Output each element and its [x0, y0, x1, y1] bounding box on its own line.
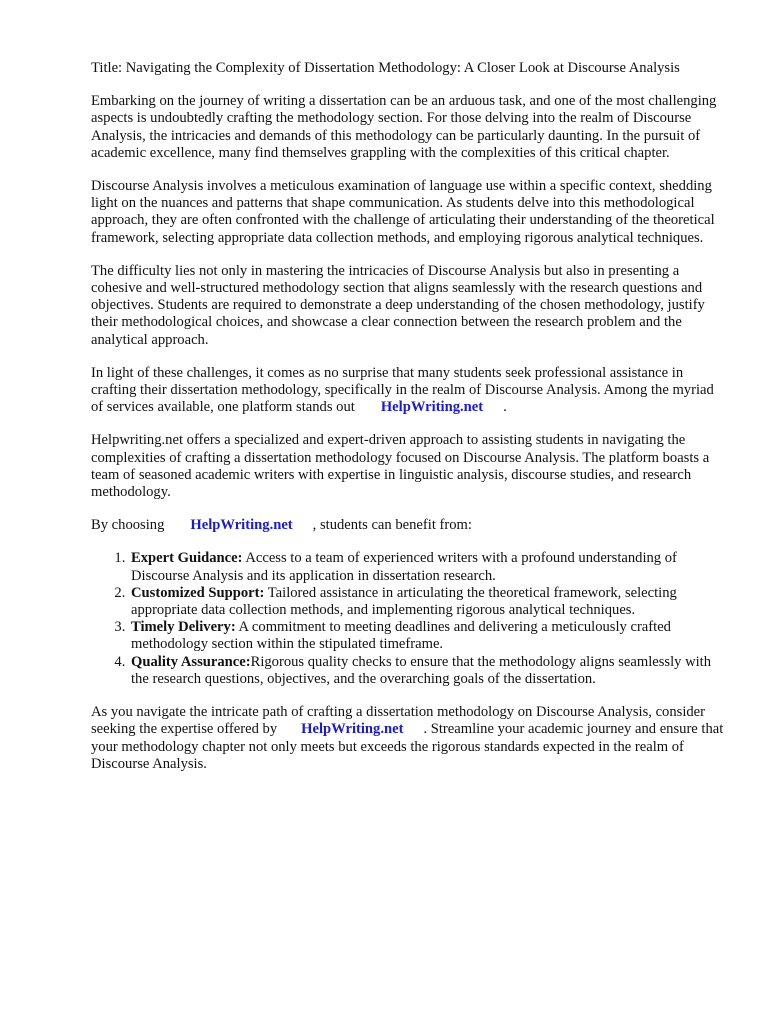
choosing-text: By choosing — [91, 517, 165, 534]
closing-paragraph — [91, 704, 728, 773]
discourse-analysis-paragraph: Discourse Analysis involves a meticulous examination of language use within a specific context, shedding light on the nuances and patterns that shape communication. As students delve into this methodological approach, they are often confronted with the challenge of articulating their understanding of the theoretical framework, selecting appropriate data collection methods, and employing rigorous analytical techniques. — [91, 178, 715, 246]
list-item — [129, 550, 728, 584]
list-item — [129, 654, 728, 688]
list-item — [129, 619, 728, 653]
benefit-label: Customized Support: — [131, 584, 265, 601]
choosing-paragraph — [91, 517, 728, 534]
difficulty-paragraph: The difficulty lies not only in mastering the intricacies of Discourse Analysis but also in presenting a cohesive and well-structured methodology section that aligns seamlessly with the research questions and objectives. Students are required to demonstrate a deep understanding of the chosen methodology, justify their methodological choices, and showcase a clear connection between the research problem and the analytical approach. — [91, 262, 705, 348]
benefit-text: Rigorous quality checks to ensure that the methodology aligns seamlessly with the research questions, objectives, and the overarching goals of the dissertation. — [131, 653, 712, 687]
document-title: Title: Navigating the Complexity of Dissertation Methodology: A Closer Look at Discourse Analysis — [91, 60, 680, 76]
challenges-paragraph — [91, 365, 728, 417]
helpwriting-link[interactable]: HelpWriting.net — [380, 399, 484, 416]
closing-text: As you navigate the intricate path of crafting a dissertation methodology on Discourse Analysis, consider seeking the expertise offered by — [91, 704, 706, 738]
helpwriting-link[interactable]: HelpWriting.net — [301, 721, 404, 738]
challenges-text: In light of these challenges, it comes as no surprise that many students seek professional assistance in crafting their dissertation methodology, specifically in the realm of Discourse Analysis. Among the myriad of services available, one platform stands out — [91, 364, 714, 416]
platform-paragraph: Helpwriting.net offers a specialized and expert-driven approach to assisting students in navigating the complexities of crafting a dissertation methodology focused on Discourse Analysis. The platform boasts a team of seasoned academic writers with expertise in linguistic analysis, discourse studies, and research methodology. — [91, 432, 710, 501]
helpwriting-link[interactable]: HelpWriting.net — [190, 517, 293, 534]
benefit-label: Quality Assurance: — [131, 653, 251, 670]
list-item — [129, 585, 728, 619]
closing-end: . Streamline your academic journey and ensure that your methodology chapter not only meets but exceeds the rigorous standards expected in the realm of Discourse Analysis. — [91, 721, 724, 772]
benefit-text: Access to a team of experienced writers with a profound understanding of Discourse Analysis and its application in dissertation research. — [131, 550, 677, 584]
challenges-end: . — [503, 399, 507, 416]
benefits-list — [91, 550, 728, 688]
benefit-label: Timely Delivery: — [131, 619, 236, 636]
benefit-text: A commitment to meeting deadlines and delivering a meticulously crafted methodology section within the stipulated timeframe. — [131, 619, 671, 653]
choosing-end: , students can benefit from: — [312, 517, 472, 534]
benefit-text: Tailored assistance in articulating the theoretical framework, selecting appropriate data collection methods, and implementing rigorous analytical techniques. — [131, 584, 677, 619]
benefit-label: Expert Guidance: — [131, 550, 243, 567]
intro-paragraph: Embarking on the journey of writing a dissertation can be an arduous task, and one of the most challenging aspects is undoubtedly crafting the methodology section. For those delving into the realm of Discourse Analysis, the intricacies and demands of this methodology can be particularly daunting. In the pursuit of academic excellence, many find themselves grappling with the complexities of this critical chapter. — [91, 93, 717, 161]
